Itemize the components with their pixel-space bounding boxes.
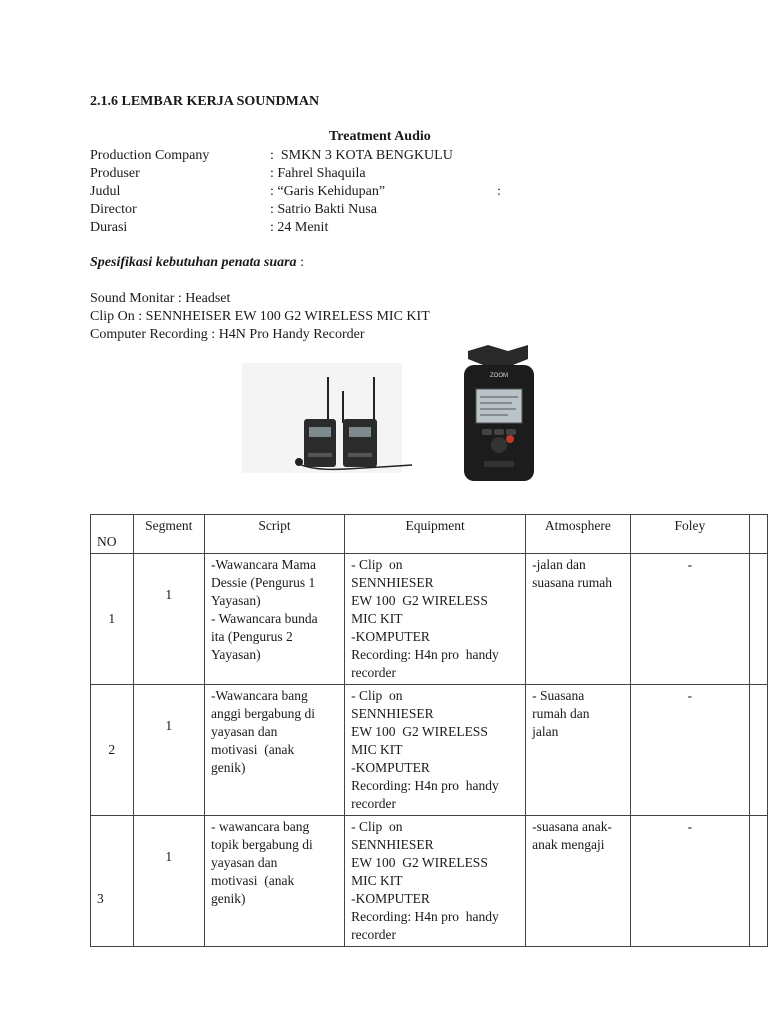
equipment-line: Recording: H4n pro handy bbox=[351, 647, 499, 662]
cell-segment: 1 bbox=[133, 554, 204, 685]
cell-atmosphere bbox=[526, 685, 630, 816]
cell-equipment bbox=[345, 554, 526, 685]
cell-foley: - bbox=[630, 685, 750, 816]
cell-no: 3 bbox=[91, 816, 134, 947]
equipment-image bbox=[242, 345, 542, 485]
info-key: Judul bbox=[90, 184, 121, 199]
atmosphere-line: rumah dan bbox=[532, 706, 590, 721]
script-line: Yayasan) bbox=[211, 593, 261, 608]
table-header-row bbox=[91, 515, 768, 554]
table-row bbox=[91, 554, 768, 685]
spec-heading-colon: : bbox=[296, 255, 304, 270]
spec-heading bbox=[90, 255, 304, 271]
script-line: motivasi (anak bbox=[211, 742, 295, 757]
script-line: topik bergabung di bbox=[211, 837, 313, 852]
info-value: : Fahrel Shaquila bbox=[270, 166, 366, 181]
cell-segment: 1 bbox=[133, 685, 204, 816]
equipment-line: SENNHIESER bbox=[351, 706, 434, 721]
script-line: anggi bergabung di bbox=[211, 706, 315, 721]
script-line: yayasan dan bbox=[211, 855, 278, 870]
spec-item-monitor: Sound Monitar : Headset bbox=[90, 291, 231, 306]
script-line: -Wawancara Mama bbox=[211, 557, 316, 572]
cell-cut-off bbox=[750, 816, 768, 947]
cell-script bbox=[205, 554, 345, 685]
section-heading: 2.1.6 LEMBAR KERJA SOUNDMAN bbox=[90, 94, 320, 109]
cell-foley: - bbox=[630, 554, 750, 685]
cell-no: 2 bbox=[91, 685, 134, 816]
equipment-line: recorder bbox=[351, 927, 397, 942]
header-segment: Segment bbox=[133, 515, 204, 554]
script-line: yayasan dan bbox=[211, 724, 278, 739]
header-cut-off bbox=[750, 515, 768, 554]
equipment-line: -KOMPUTER bbox=[351, 629, 430, 644]
cell-segment: 1 bbox=[133, 816, 204, 947]
atmosphere-line: -suasana anak- bbox=[532, 819, 612, 834]
script-line: - wawancara bang bbox=[211, 819, 310, 834]
equipment-line: MIC KIT bbox=[351, 742, 403, 757]
equipment-line: Recording: H4n pro handy bbox=[351, 909, 499, 924]
table-row bbox=[91, 816, 768, 947]
equipment-line: - Clip on bbox=[351, 557, 403, 572]
table-row bbox=[91, 685, 768, 816]
script-line: genik) bbox=[211, 760, 246, 775]
equipment-line: SENNHIESER bbox=[351, 575, 434, 590]
spec-list bbox=[90, 290, 430, 344]
treatment-title: Treatment Audio bbox=[329, 129, 431, 144]
atmosphere-line: - Suasana bbox=[532, 688, 585, 703]
cell-no: 1 bbox=[91, 554, 134, 685]
equipment-line: EW 100 G2 WIRELESS bbox=[351, 855, 488, 870]
cell-equipment bbox=[345, 816, 526, 947]
equipment-line: EW 100 G2 WIRELESS bbox=[351, 724, 488, 739]
equipment-line: -KOMPUTER bbox=[351, 760, 430, 775]
equipment-line: SENNHIESER bbox=[351, 837, 434, 852]
equipment-line: -KOMPUTER bbox=[351, 891, 430, 906]
equipment-line: recorder bbox=[351, 796, 397, 811]
equipment-line: - Clip on bbox=[351, 819, 403, 834]
atmosphere-line: suasana rumah bbox=[532, 575, 612, 590]
equipment-line: - Clip on bbox=[351, 688, 403, 703]
cell-script bbox=[205, 816, 345, 947]
script-line: genik) bbox=[211, 891, 246, 906]
header-foley: Foley bbox=[630, 515, 750, 554]
cell-cut-off bbox=[750, 554, 768, 685]
cell-foley: - bbox=[630, 816, 750, 947]
info-key: Director bbox=[90, 202, 137, 217]
cell-atmosphere bbox=[526, 816, 630, 947]
info-extra: : bbox=[497, 184, 501, 199]
equipment-line: MIC KIT bbox=[351, 873, 403, 888]
script-line: ita (Pengurus 2 bbox=[211, 629, 293, 644]
info-value: : “Garis Kehidupan” bbox=[270, 184, 386, 199]
info-value: : SMKN 3 KOTA BENGKULU bbox=[270, 148, 453, 163]
soundman-worksheet-table bbox=[90, 514, 768, 947]
header-no: NO bbox=[91, 515, 134, 554]
script-line: -Wawancara bang bbox=[211, 688, 308, 703]
info-key: Produser bbox=[90, 166, 140, 181]
script-line: Dessie (Pengurus 1 bbox=[211, 575, 316, 590]
script-line: Yayasan) bbox=[211, 647, 261, 662]
equipment-line: EW 100 G2 WIRELESS bbox=[351, 593, 488, 608]
recorder-brand-label: ZOOM bbox=[490, 373, 508, 379]
atmosphere-line: anak mengaji bbox=[532, 837, 605, 852]
equipment-line: recorder bbox=[351, 665, 397, 680]
info-value: : 24 Menit bbox=[270, 220, 329, 235]
spec-heading-text: Spesifikasi kebutuhan penata suara bbox=[90, 255, 297, 270]
equipment-illustration bbox=[242, 345, 542, 485]
info-value: : Satrio Bakti Nusa bbox=[270, 202, 377, 217]
cell-script bbox=[205, 685, 345, 816]
spec-item-recorder: Computer Recording : H4N Pro Handy Recorder bbox=[90, 327, 365, 342]
script-line: motivasi (anak bbox=[211, 873, 295, 888]
header-equipment: Equipment bbox=[345, 515, 526, 554]
equipment-line: MIC KIT bbox=[351, 611, 403, 626]
atmosphere-line: -jalan dan bbox=[532, 557, 586, 572]
info-key: Durasi bbox=[90, 220, 128, 235]
cell-cut-off bbox=[750, 685, 768, 816]
h4n-recorder-icon bbox=[464, 345, 534, 481]
header-atmosphere: Atmosphere bbox=[526, 515, 630, 554]
info-key: Production Company bbox=[90, 148, 210, 163]
spec-item-clip-on: Clip On : SENNHEISER EW 100 G2 WIRELESS MIC KIT bbox=[90, 309, 430, 324]
cell-atmosphere bbox=[526, 554, 630, 685]
cell-equipment bbox=[345, 685, 526, 816]
equipment-line: Recording: H4n pro handy bbox=[351, 778, 499, 793]
atmosphere-line: jalan bbox=[532, 724, 559, 739]
header-script: Script bbox=[205, 515, 345, 554]
script-line: - Wawancara bunda bbox=[211, 611, 318, 626]
